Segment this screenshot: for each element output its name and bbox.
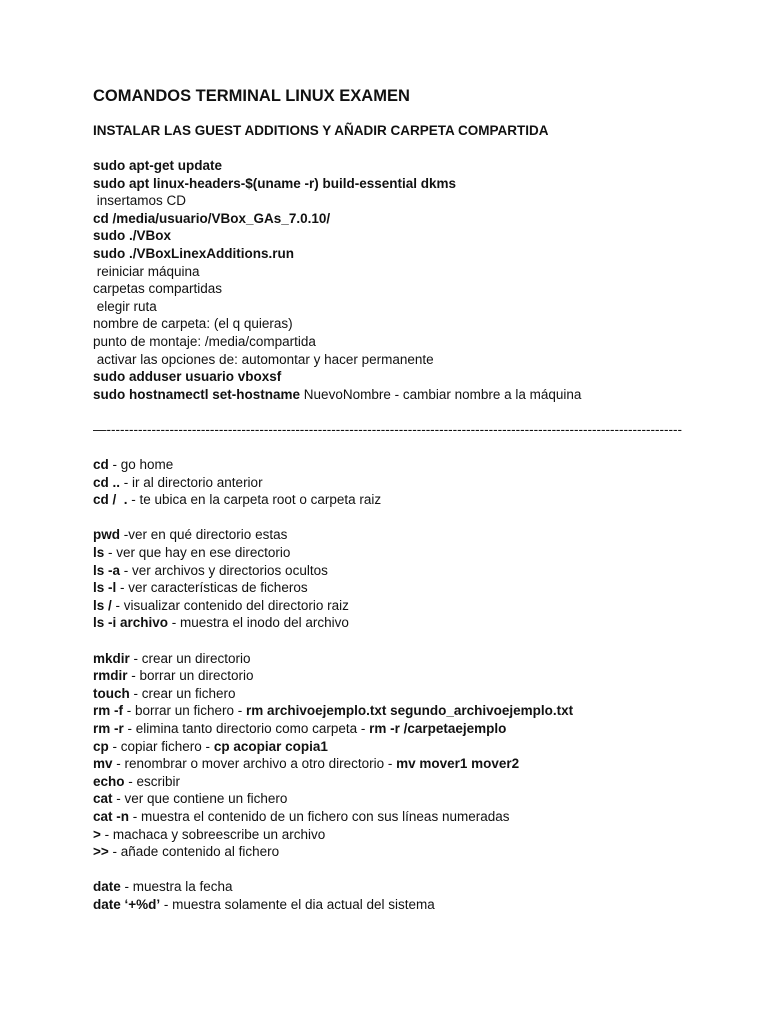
command: pwd bbox=[93, 527, 120, 543]
command-line bbox=[93, 720, 733, 738]
command-line bbox=[93, 579, 733, 597]
install-line bbox=[93, 157, 733, 175]
install-line bbox=[93, 263, 733, 281]
install-line bbox=[93, 280, 733, 298]
page-title: COMANDOS TERMINAL LINUX EXAMEN bbox=[93, 87, 410, 105]
install-section bbox=[93, 157, 733, 403]
description: - ver características de ficheros bbox=[116, 580, 308, 596]
command: ls / bbox=[93, 597, 112, 613]
command: cat bbox=[93, 791, 113, 807]
command: rmdir bbox=[93, 668, 128, 684]
command-line bbox=[93, 667, 733, 685]
command-line bbox=[93, 685, 733, 703]
spacer bbox=[93, 509, 733, 527]
command: sudo apt linux-headers-$(uname -r) build-essential dkms bbox=[93, 175, 457, 191]
description: nombre de carpeta: (el q quieras) bbox=[93, 316, 293, 332]
example-command: rm archivoejemplo.txt segundo_archivoejemplo.txt bbox=[246, 703, 574, 719]
description: - crear un directorio bbox=[129, 650, 251, 666]
description: - añade contenido al fichero bbox=[108, 844, 280, 860]
example-command: cp acopiar copia1 bbox=[213, 738, 328, 754]
command: rm -f bbox=[93, 703, 123, 719]
description: - muestra la fecha bbox=[120, 879, 233, 895]
command-line bbox=[93, 843, 733, 861]
command: cd / . bbox=[93, 492, 128, 508]
command: ls -l bbox=[93, 580, 117, 596]
command-line bbox=[93, 597, 733, 615]
install-line bbox=[93, 351, 733, 369]
command-line bbox=[93, 650, 733, 668]
command: mv bbox=[93, 756, 113, 772]
description: -ver en qué directorio estas bbox=[120, 527, 288, 543]
command: cd /media/usuario/VBox_GAs_7.0.10/ bbox=[93, 210, 331, 226]
description: - ver que hay en ese directorio bbox=[104, 545, 291, 561]
command-line bbox=[93, 755, 733, 773]
listing-section bbox=[93, 526, 733, 632]
command: ls -i archivo bbox=[93, 615, 169, 631]
command-line bbox=[93, 790, 733, 808]
nav-section bbox=[93, 456, 733, 509]
command: touch bbox=[93, 685, 130, 701]
command-line bbox=[93, 456, 733, 474]
command: date bbox=[93, 879, 121, 895]
spacer bbox=[93, 632, 733, 650]
install-line bbox=[93, 175, 733, 193]
command-line bbox=[93, 738, 733, 756]
command: > bbox=[93, 826, 101, 842]
command-line bbox=[93, 544, 733, 562]
description: - ir al directorio anterior bbox=[120, 474, 263, 490]
description: - escribir bbox=[124, 773, 181, 789]
command: >> bbox=[93, 844, 109, 860]
section-subtitle: INSTALAR LAS GUEST ADDITIONS Y AÑADIR CARPETA COMPARTIDA bbox=[93, 123, 549, 138]
command-line bbox=[93, 826, 733, 844]
command-line bbox=[93, 702, 733, 720]
spacer bbox=[93, 403, 733, 421]
command: sudo hostnamectl set-hostname bbox=[93, 386, 301, 402]
description: - crear un fichero bbox=[129, 685, 236, 701]
date-section bbox=[93, 878, 733, 913]
command: rm -r bbox=[93, 721, 124, 736]
command-line bbox=[93, 526, 733, 544]
description: insertamos CD bbox=[93, 193, 187, 209]
command: cp bbox=[93, 738, 109, 754]
description: elegir ruta bbox=[93, 298, 157, 314]
example-command: rm -r /carpetaejemplo bbox=[369, 721, 507, 736]
command-line bbox=[93, 896, 733, 914]
description: - te ubica en la carpeta root o carpeta raiz bbox=[127, 492, 382, 508]
description: - renombrar o mover archivo a otro directorio - bbox=[112, 756, 397, 772]
description: activar las opciones de: automontar y hacer permanente bbox=[93, 351, 434, 367]
command: date ‘+%d’ bbox=[93, 896, 161, 912]
separator-line: —-------------------------------------------------------------------------------------------------------------------------------- bbox=[93, 421, 682, 437]
description: NuevoNombre - cambiar nombre a la máquina bbox=[300, 386, 582, 402]
description: - borrar un fichero - bbox=[123, 703, 247, 719]
command: cd .. bbox=[93, 474, 121, 490]
command: cat -n bbox=[93, 808, 130, 824]
command-line bbox=[93, 474, 733, 492]
description: - go home bbox=[108, 457, 174, 473]
description: - visualizar contenido del directorio raiz bbox=[111, 597, 349, 613]
description: reiniciar máquina bbox=[93, 263, 200, 279]
install-line bbox=[93, 245, 733, 263]
command: ls bbox=[93, 545, 105, 561]
spacer bbox=[93, 439, 733, 457]
command-line bbox=[93, 614, 733, 632]
command: ls -a bbox=[93, 562, 121, 578]
command: sudo ./VBoxLinexAdditions.run bbox=[93, 245, 295, 261]
install-line bbox=[93, 386, 733, 404]
command-line bbox=[93, 773, 733, 791]
command-line bbox=[93, 808, 733, 826]
command: echo bbox=[93, 773, 125, 789]
command: cd bbox=[93, 457, 109, 473]
description: punto de montaje: /media/compartida bbox=[93, 333, 316, 349]
description: - muestra el contenido de un fichero con sus líneas numeradas bbox=[129, 808, 510, 824]
command-line bbox=[93, 878, 733, 896]
description: - elimina tanto directorio como carpeta - bbox=[123, 721, 370, 736]
document-page bbox=[93, 86, 733, 914]
command-line bbox=[93, 562, 733, 580]
install-line bbox=[93, 333, 733, 351]
install-line bbox=[93, 227, 733, 245]
install-line bbox=[93, 210, 733, 228]
install-line bbox=[93, 368, 733, 386]
command: sudo ./VBox bbox=[93, 228, 172, 244]
install-line bbox=[93, 315, 733, 333]
description: - ver archivos y directorios ocultos bbox=[120, 562, 328, 578]
description: - muestra el inodo del archivo bbox=[168, 615, 349, 631]
description: - copiar fichero - bbox=[108, 738, 214, 754]
install-line bbox=[93, 298, 733, 316]
spacer bbox=[93, 861, 733, 879]
command: sudo apt-get update bbox=[93, 158, 222, 173]
command: mkdir bbox=[93, 650, 130, 666]
description: - machaca y sobreescribe un archivo bbox=[100, 826, 326, 842]
command: sudo adduser usuario vboxsf bbox=[93, 369, 282, 385]
description: carpetas compartidas bbox=[93, 281, 223, 297]
files-section bbox=[93, 650, 733, 861]
description: - ver que contiene un fichero bbox=[112, 791, 288, 807]
install-line bbox=[93, 192, 733, 210]
description: - borrar un directorio bbox=[127, 668, 254, 684]
description: - muestra solamente el dia actual del sistema bbox=[160, 896, 435, 912]
command-line bbox=[93, 491, 733, 509]
example-command: mv mover1 mover2 bbox=[396, 756, 520, 772]
